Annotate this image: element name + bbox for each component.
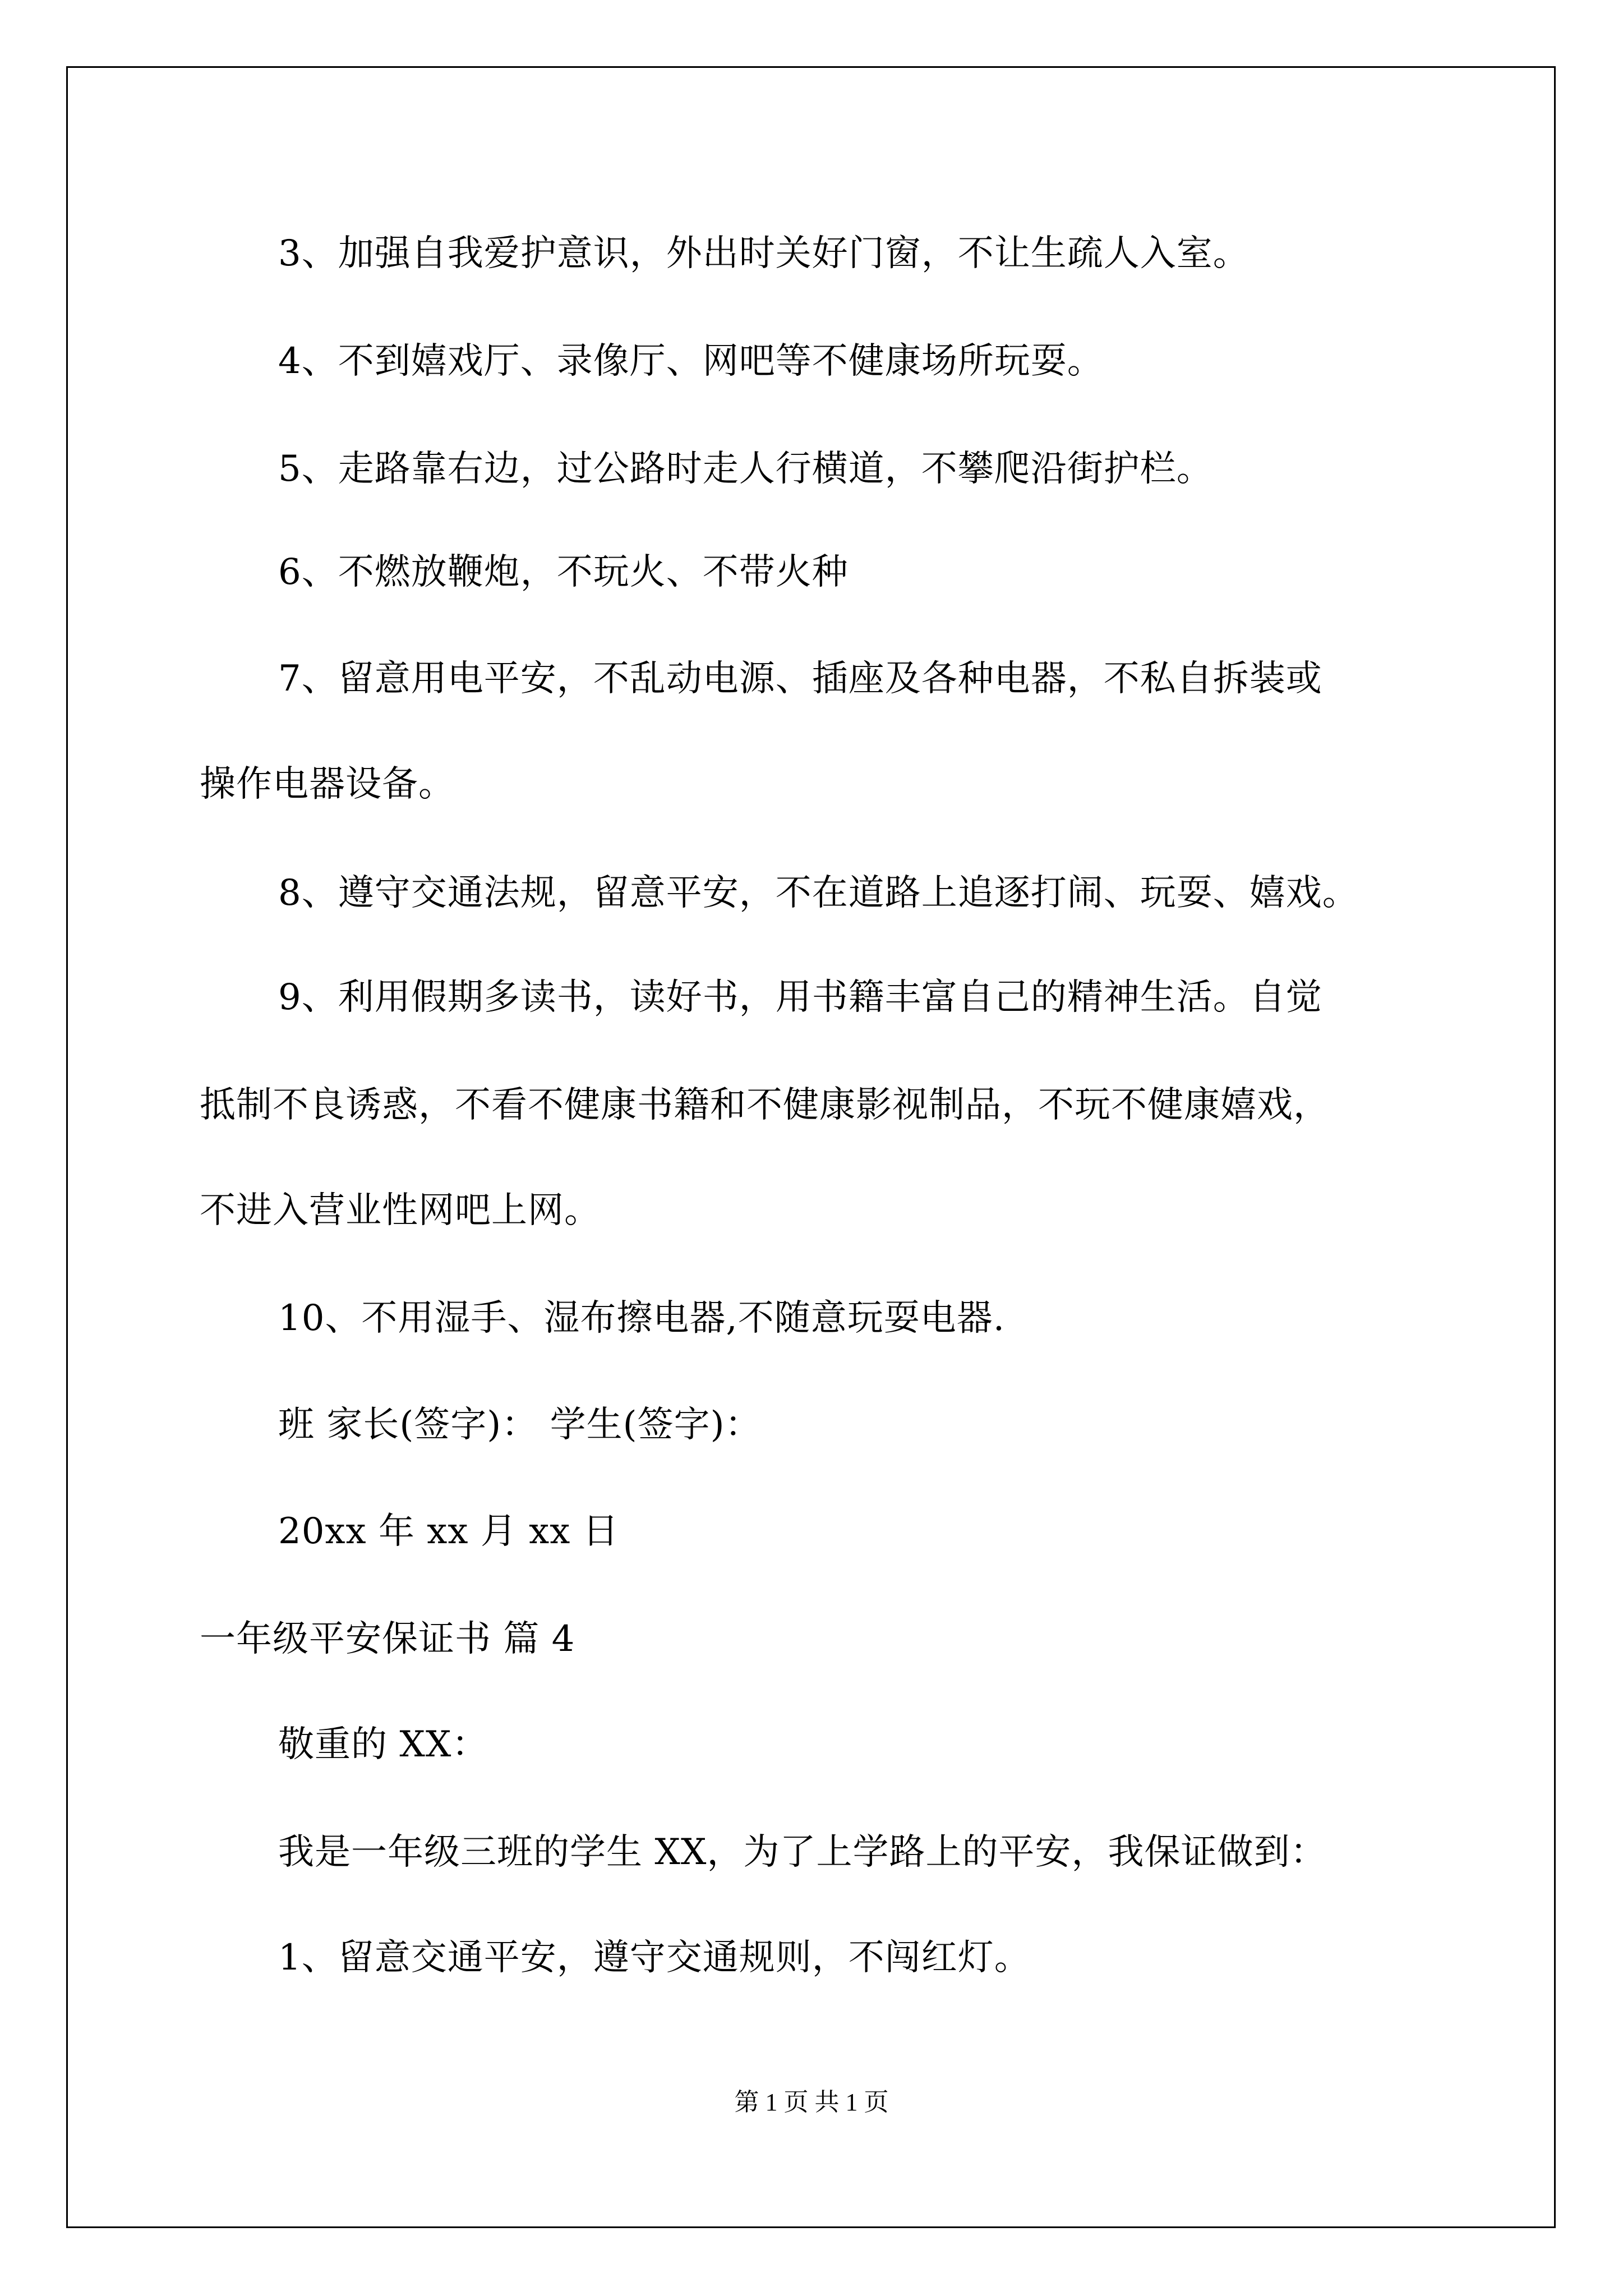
text-line-item-1: 1、留意交通平安，遵守交通规则，不闯红灯。 [278, 1937, 1031, 1978]
date-line: 20xx 年 xx 月 xx 日 [278, 1511, 619, 1552]
text-line-item-9-cont-2: 不进入营业性网吧上网。 [200, 1190, 601, 1231]
intro-line: 我是一年级三班的学生 XX，为了上学路上的平安，我保证做到： [278, 1832, 1327, 1873]
text-line-item-3: 3、加强自我爱护意识，外出时关好门窗，不让生疏人入室。 [278, 233, 1249, 274]
text-line-item-9-cont-1: 抵制不良诱惑，不看不健康书籍和不健康影视制品，不玩不健康嬉戏， [200, 1084, 1330, 1126]
text-line-item-7: 7、留意用电平安，不乱动电源、插座及各种电器，不私自拆装或 [278, 658, 1322, 700]
text-line-item-8: 8、遵守交通法规，留意平安，不在道路上追逐打闹、玩耍、嬉戏。 [278, 872, 1359, 914]
salutation: 敬重的 XX： [278, 1724, 488, 1765]
signature-line: 班 家长(签字)： 学生(签字)： [278, 1404, 762, 1446]
page-border [66, 66, 1556, 2228]
text-line-item-6: 6、不燃放鞭炮，不玩火、不带火种 [278, 551, 849, 593]
text-line-item-10: 10、不用湿手、湿布擦电器,不随意玩耍电器. [278, 1297, 1006, 1339]
page-footer: 第 1 页 共 1 页 [734, 2088, 889, 2116]
text-line-item-9: 9、利用假期多读书，读好书，用书籍丰富自己的精神生活。自觉 [278, 977, 1322, 1018]
text-line-item-4: 4、不到嬉戏厅、录像厅、网吧等不健康场所玩耍。 [278, 341, 1104, 382]
section-heading: 一年级平安保证书 篇 4 [200, 1618, 575, 1660]
text-line-item-7-cont: 操作电器设备。 [200, 763, 455, 805]
text-line-item-5: 5、走路靠右边，过公路时走人行横道，不攀爬沿街护栏。 [278, 448, 1213, 490]
